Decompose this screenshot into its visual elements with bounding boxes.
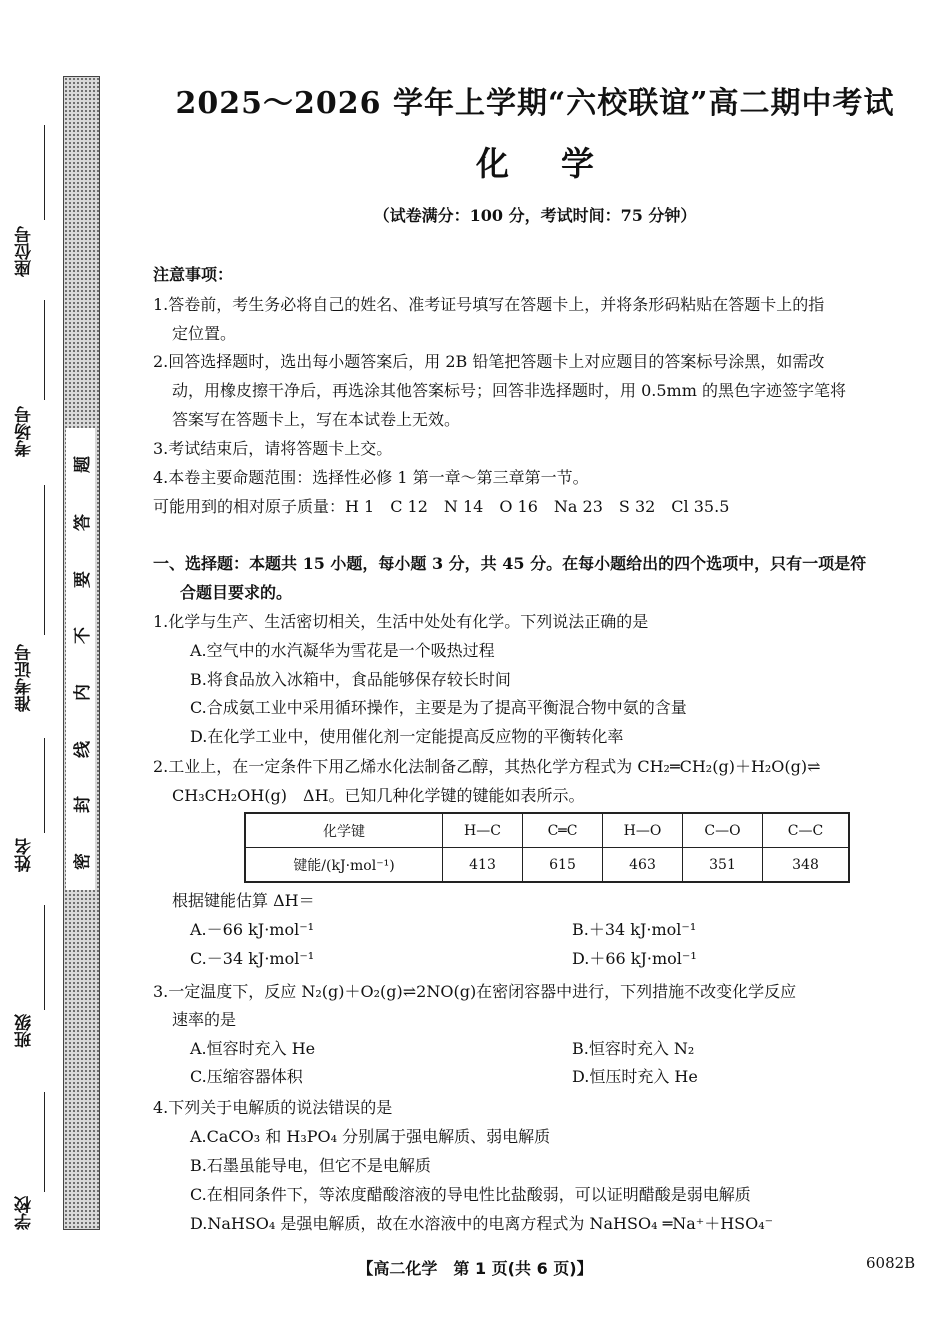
admission-number-line — [44, 485, 45, 635]
section-heading: 合题目要求的。 — [180, 583, 293, 602]
table-header: H—O — [603, 813, 683, 848]
seal-char: 内 — [73, 684, 93, 701]
question-3-option-a: A.恒容时充入 He — [190, 1039, 316, 1058]
notice-heading: 注意事项： — [153, 265, 234, 284]
section-heading: 一、选择题：本题共 15 小题，每小题 3 分，共 45 分。在每小题给出的四个选项中，只有一项是符 — [153, 554, 867, 573]
seat-number-line — [44, 125, 45, 220]
question-2-ask: 根据键能估算 ΔH＝ — [172, 891, 315, 910]
question-1-option-b: B.将食品放入冰箱中，食品能够保存较长时间 — [190, 670, 511, 689]
table-header: H—C — [443, 813, 523, 848]
question-3-stem-cont: 速率的是 — [172, 1010, 237, 1029]
table-cell: 348 — [763, 848, 850, 883]
seal-char: 题 — [73, 456, 93, 473]
seat-number-label: 座位号 — [15, 226, 35, 277]
name-label: 姓名 — [15, 838, 35, 872]
table-header: C═C — [523, 813, 603, 848]
question-2-option-d: D.＋66 kJ·mol⁻¹ — [572, 949, 697, 968]
seal-char: 答 — [73, 514, 93, 531]
seal-char: 要 — [73, 571, 93, 588]
table-header: C—O — [683, 813, 763, 848]
class-line — [44, 905, 45, 1010]
question-2-equation-left: CH₂═CH₂(g)＋H₂O(g)⇌ — [637, 757, 821, 776]
question-2-option-c: C.－34 kJ·mol⁻¹ — [190, 949, 315, 968]
notice-item: 3.考试结束后，请将答题卡上交。 — [153, 439, 393, 458]
question-2-stem-text-b: 。已知几种化学键的键能如表所示。 — [328, 786, 585, 805]
seal-char: 线 — [73, 741, 93, 758]
notice-item: 2.回答选择题时，选出每小题答案后，用 2B 铅笔把答题卡上对应题目的答案标号涂黑，如需改 — [153, 352, 825, 371]
name-line — [44, 738, 45, 833]
question-3-stem: 3.一定温度下，反应 N₂(g)＋O₂(g)⇌2NO(g)在密闭容器中进行，下列措施不改变化学反应 — [153, 982, 797, 1001]
notice-item: 答案写在答题卡上，写在本试卷上无效。 — [172, 410, 461, 429]
question-4-option-b: B.石墨虽能导电，但它不是电解质 — [190, 1156, 431, 1175]
bond-energy-table — [244, 812, 850, 883]
seal-line-text-box — [66, 428, 95, 890]
question-1-option-a: A.空气中的水汽凝华为雪花是一个吸热过程 — [190, 641, 495, 660]
question-3-option-b: B.恒容时充入 N₂ — [572, 1039, 695, 1058]
table-cell: 413 — [443, 848, 523, 883]
question-2-stem-text: 2.工业上，在一定条件下用乙烯水化法制备乙醇，其热化学方程式为 — [153, 757, 638, 776]
seal-char: 密 — [73, 853, 93, 870]
atomic-mass-line: 可能用到的相对原子质量：H 1 C 12 N 14 O 16 Na 23 S 32 Cl 35.5 — [153, 497, 730, 516]
school-line — [44, 1092, 45, 1192]
question-4-stem: 4.下列关于电解质的说法错误的是 — [153, 1098, 393, 1117]
class-label: 班级 — [15, 1014, 35, 1048]
table-row — [245, 848, 849, 883]
subject-title: 化学 — [476, 144, 646, 183]
page-footer: 【高二化学 第 1 页(共 6 页)】 — [357, 1259, 593, 1278]
notice-item: 定位置。 — [172, 324, 237, 343]
exam-info: （试卷满分：100 分，考试时间：75 分钟） — [373, 206, 697, 225]
table-row-label: 键能/(kJ·mol⁻¹) — [245, 848, 443, 883]
seal-char: 封 — [73, 796, 93, 813]
question-4-option-d: D.NaHSO₄ 是强电解质，故在水溶液中的电离方程式为 NaHSO₄ ═Na⁺＋HSO₄⁻ — [190, 1214, 774, 1233]
question-1-stem: 1.化学与生产、生活密切相关，生活中处处有化学。下列说法正确的是 — [153, 612, 649, 631]
question-2-equation-right: CH₃CH₂OH(g) ΔH — [172, 786, 329, 805]
school-label: 学校 — [15, 1196, 35, 1230]
question-1-option-d: D.在化学工业中，使用催化剂一定能提高反应物的平衡转化率 — [190, 727, 624, 746]
table-row — [245, 813, 849, 848]
paper-code: 6082B — [866, 1254, 916, 1272]
table-cell: 463 — [603, 848, 683, 883]
question-3-option-c: C.压缩容器体积 — [190, 1067, 303, 1086]
question-3-option-d: D.恒压时充入 He — [572, 1067, 698, 1086]
table-cell: 615 — [523, 848, 603, 883]
question-4-option-a: A.CaCO₃ 和 H₃PO₄ 分别属于强电解质、弱电解质 — [190, 1127, 551, 1146]
binding-strip — [0, 0, 110, 1343]
question-2-stem — [153, 756, 821, 778]
admission-number-label: 准考证号 — [15, 644, 35, 712]
table-cell: 351 — [683, 848, 763, 883]
exam-title: 2025～2026 学年上学期“六校联谊”高二期中考试 — [175, 86, 895, 121]
seal-char: 不 — [73, 627, 93, 644]
question-2-stem-cont — [172, 785, 585, 807]
question-2-option-a: A.－66 kJ·mol⁻¹ — [190, 920, 315, 939]
question-1-option-c: C.合成氨工业中采用循环操作，主要是为了提高平衡混合物中氨的含量 — [190, 698, 687, 717]
question-2-option-b: B.＋34 kJ·mol⁻¹ — [572, 920, 697, 939]
exam-room-label: 考场号 — [15, 406, 35, 457]
question-4-option-c: C.在相同条件下，等浓度醋酸溶液的导电性比盐酸弱，可以证明醋酸是弱电解质 — [190, 1185, 751, 1204]
table-header: 化学键 — [245, 813, 443, 848]
table-header: C—C — [763, 813, 850, 848]
notice-item: 1.答卷前，考生务必将自己的姓名、准考证号填写在答题卡上，并将条形码粘贴在答题卡上的指 — [153, 295, 825, 314]
exam-room-line — [44, 300, 45, 400]
notice-item: 4.本卷主要命题范围：选择性必修 1 第一章～第三章第一节。 — [153, 468, 589, 487]
notice-item: 动，用橡皮擦干净后，再选涂其他答案标号；回答非选择题时，用 0.5mm 的黑色字迹签字笔将 — [172, 381, 846, 400]
